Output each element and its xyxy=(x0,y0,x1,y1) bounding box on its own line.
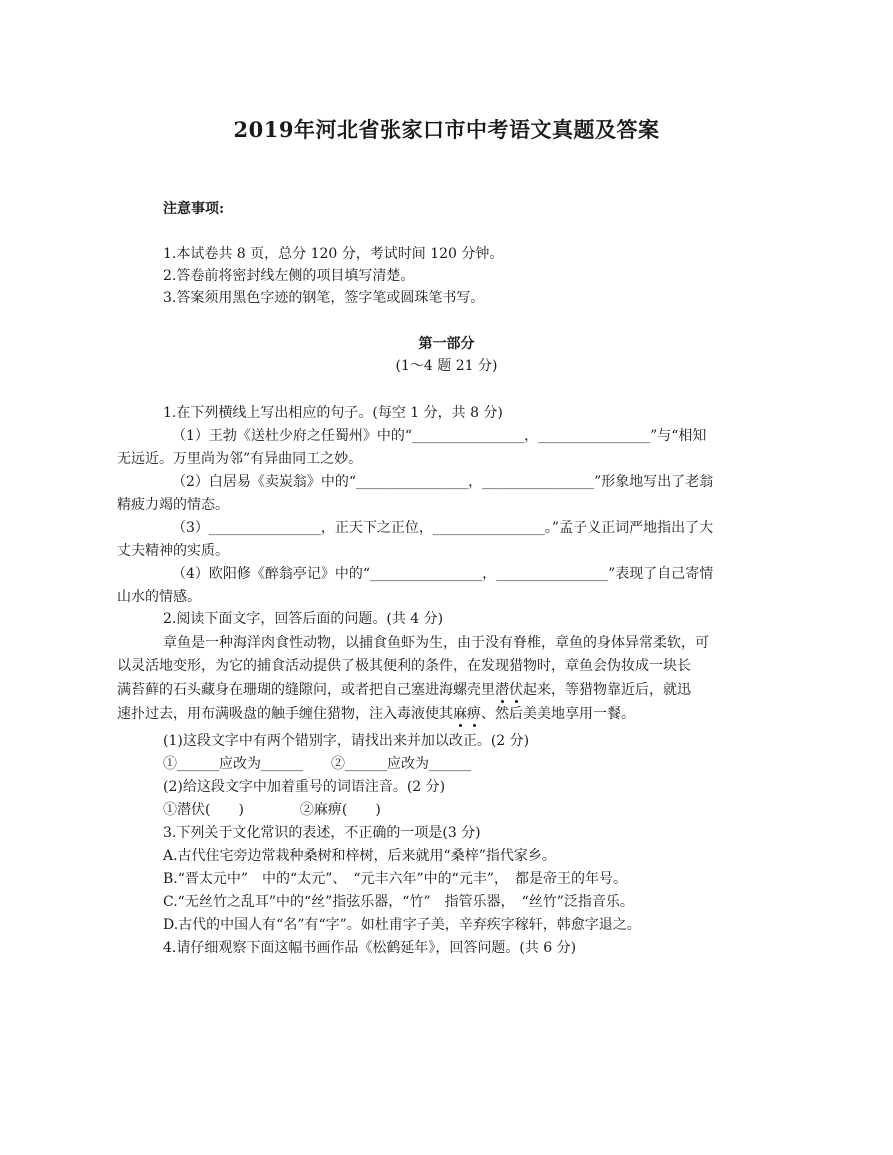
q2-subquestion-1-answer: ①______应改为______ ②______应改为______ xyxy=(163,756,471,772)
q1-stem: 1.在下列横线上写出相应的句子。(每空 1 分，共 8 分) xyxy=(163,405,503,421)
emphasis-char: 潜 xyxy=(495,682,509,698)
q3-option-d: D.古代的中国人有“名”有“字”。如杜甫字子美，辛弃疾字稼轩，韩愈字退之。 xyxy=(163,917,641,933)
notice-heading: 注意事项: xyxy=(163,201,225,217)
q3-option-b: B.“晋太元中” 中的“太元”、 “元丰六年”中的“元丰”， 都是帝王的年号。 xyxy=(163,871,627,887)
emphasis-char: 痹 xyxy=(467,706,481,722)
notice-item-3: 3.答案须用黑色字迹的钢笔，签字笔或圆珠笔书写。 xyxy=(163,290,485,306)
passage-text: 速扑过去，用布满吸盘的触手缠住猎物，注入毒液使其 xyxy=(117,706,453,722)
passage-text: 满苔藓的石头藏身在珊瑚的缝隙问，或者把自己塞进海螺壳里 xyxy=(117,682,495,698)
emphasis-char: 伏 xyxy=(509,682,523,698)
q1-sentence-4b: 山水的情感。 xyxy=(117,589,201,605)
part-heading: 第一部分 xyxy=(418,336,475,352)
q1-sentence-3a: （3）________________，正天下之正位，________________。”孟子义正词严地指出了大 xyxy=(172,520,714,536)
notice-item-1: 1.本试卷共 8 页，总分 120 分，考试时间 120 分钟。 xyxy=(163,246,504,262)
q3-option-c: C.“无丝竹之乱耳”中的“丝”指弦乐器，“竹” 指管乐器， “丝竹”泛指音乐。 xyxy=(163,894,634,910)
q1-sentence-4a: （4）欧阳修《醉翁亭记》中的“________________，________________”表现了自己寄情 xyxy=(172,566,714,582)
q3-stem: 3.下列关于文化常识的表述，不正确的一项是(3 分) xyxy=(163,825,481,841)
passage-text: 起来，等猎物靠近后，就迅 xyxy=(523,682,691,698)
q1-sentence-2a: （2）白居易《卖炭翁》中的“________________，________________”形象地写出了老翁 xyxy=(172,474,714,490)
q4-stem: 4.请仔细观察下面这幅书画作品《松鹤延年》，回答问题。(共 6 分) xyxy=(163,940,577,956)
notice-item-2: 2.答卷前将密封线左侧的项目填写清楚。 xyxy=(163,268,415,284)
q2-stem: 2.阅读下面文字，回答后面的问题。(共 4 分) xyxy=(163,611,444,627)
document-title: 2019年河北省张家口市中考语文真题及答案 xyxy=(233,117,660,142)
q1-sentence-1a: （1）王勃《送杜少府之任蜀州》中的“________________，________________”与“相知 xyxy=(172,428,707,444)
q1-sentence-1b: 无远近。万里尚为邻”有异曲同工之妙。 xyxy=(117,451,363,467)
q1-sentence-3b: 丈夫精神的实质。 xyxy=(117,543,229,559)
part-subheading: (1～4 题 21 分) xyxy=(395,358,498,374)
q2-passage-line-2: 以灵活地变形，为它的捕食活动提供了极其便利的条件，在发现猎物时，章鱼会伪妆成一块长 xyxy=(117,658,691,674)
q1-sentence-2b: 精疲力竭的情态。 xyxy=(117,497,229,513)
emphasis-char: 麻 xyxy=(453,706,467,722)
q2-passage-line-3 xyxy=(117,680,691,700)
passage-text: 、然后美美地享用一餐。 xyxy=(481,706,635,722)
q3-option-a: A.古代住宅旁边常栽种桑树和梓树，后来就用“桑梓”指代家乡。 xyxy=(163,848,556,864)
q2-subquestion-1: (1)这段文字中有两个错别字，请找出来并加以改正。(2 分) xyxy=(163,733,530,749)
q2-subquestion-2: (2)给这段文字中加着重号的词语注音。(2 分) xyxy=(163,779,446,795)
q2-passage-line-4 xyxy=(117,704,635,724)
q2-subquestion-2-answer: ①潜伏( ) ②麻痹( ) xyxy=(163,802,381,818)
q2-passage-line-1: 章鱼是一种海洋肉食性动物，以捕食鱼虾为生，由于没有脊椎，章鱼的身体异常柔软，可 xyxy=(163,635,709,651)
